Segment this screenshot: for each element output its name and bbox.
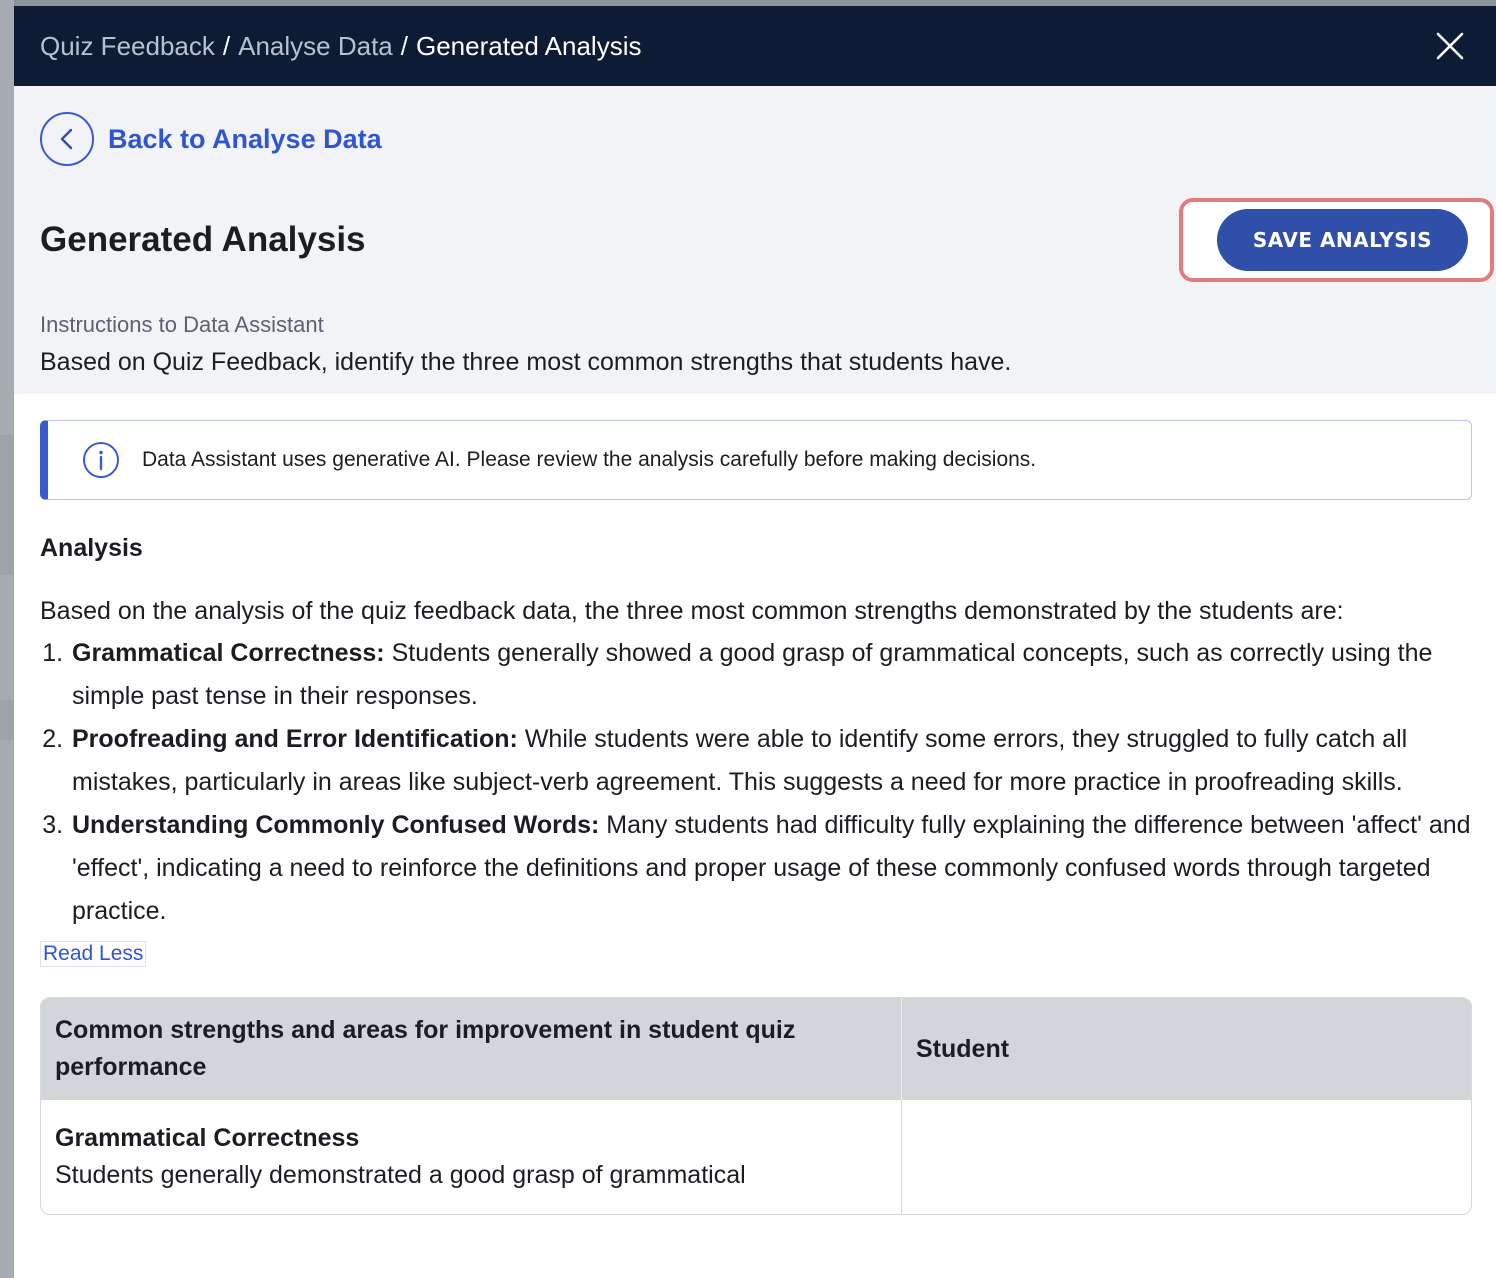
- analysis-intro: Based on the analysis of the quiz feedback data, the three most common strengths demonstrated by the students are:: [40, 597, 1344, 625]
- list-item-title: Proofreading and Error Identification:: [72, 725, 518, 753]
- list-item-title: Grammatical Correctness:: [72, 639, 385, 667]
- breadcrumb-separator: /: [222, 30, 231, 61]
- analysis-list: [40, 632, 1472, 933]
- analysis-content: [14, 394, 1496, 1215]
- list-item-title: Understanding Commonly Confused Words:: [72, 811, 600, 839]
- instructions-text: Based on Quiz Feedback, identify the three most common strengths that students have.: [40, 348, 1012, 376]
- save-button-highlight: [1179, 198, 1494, 282]
- results-table: [40, 997, 1472, 1215]
- list-item-text: Many students had difficulty fully explaining the difference between 'affect' and 'effect', indicating a need to reinforce the definitions and proper usage of these commonly confused words through targeted practice.: [72, 811, 1471, 925]
- breadcrumb-analyse-data[interactable]: Analyse Data: [238, 30, 393, 61]
- modal-header: [14, 6, 1496, 86]
- analysis-heading: Analysis: [40, 534, 143, 562]
- list-item: [70, 632, 1472, 718]
- list-item: [70, 804, 1472, 933]
- save-analysis-button[interactable]: SAVE ANALYSIS: [1217, 209, 1468, 271]
- read-less-link[interactable]: Read Less: [40, 941, 146, 967]
- breadcrumb-quiz-feedback[interactable]: Quiz Feedback: [40, 30, 215, 61]
- analysis-header-section: [14, 86, 1496, 394]
- back-button[interactable]: [40, 112, 94, 166]
- breadcrumb-generated-analysis: Generated Analysis: [416, 30, 642, 61]
- list-item: [70, 718, 1472, 804]
- table-cell-student: [902, 1100, 1472, 1214]
- title-row: [40, 198, 1470, 282]
- ai-notice-text: Data Assistant uses generative AI. Please review the analysis carefully before making decisions.: [142, 448, 1037, 471]
- info-icon: [82, 441, 120, 479]
- back-row: [40, 110, 1470, 168]
- column-header-student: Student: [902, 998, 1472, 1100]
- chevron-left-icon: [57, 127, 77, 151]
- back-to-analyse-data-link[interactable]: Back to Analyse Data: [108, 123, 382, 154]
- cell-text: Students generally demonstrated a good grasp of grammatical: [55, 1161, 746, 1189]
- list-item-text: While students were able to identify some errors, they struggled to fully catch all mistakes, particularly in areas like subject-verb agreement. This suggests a need for more practice in proofreading skills.: [72, 725, 1408, 796]
- background-app-edge: [0, 0, 14, 1278]
- generated-analysis-modal: [14, 6, 1496, 1278]
- table-row: [41, 1100, 1471, 1214]
- breadcrumb: [40, 31, 641, 62]
- close-button[interactable]: [1430, 26, 1470, 66]
- list-item-text: Students generally showed a good grasp of grammatical concepts, such as correctly using the simple past tense in their responses.: [72, 639, 1433, 710]
- table-header-row: [41, 998, 1471, 1100]
- cell-title: Grammatical Correctness: [55, 1124, 360, 1152]
- close-icon: [1435, 31, 1465, 61]
- breadcrumb-separator: /: [400, 30, 408, 61]
- instructions-label: Instructions to Data Assistant: [40, 312, 324, 337]
- ai-notice-banner: [40, 420, 1472, 500]
- table-cell-strength: [41, 1100, 902, 1214]
- column-header-strengths: Common strengths and areas for improvement in student quiz performance: [41, 998, 902, 1100]
- page-title: Generated Analysis: [40, 220, 366, 259]
